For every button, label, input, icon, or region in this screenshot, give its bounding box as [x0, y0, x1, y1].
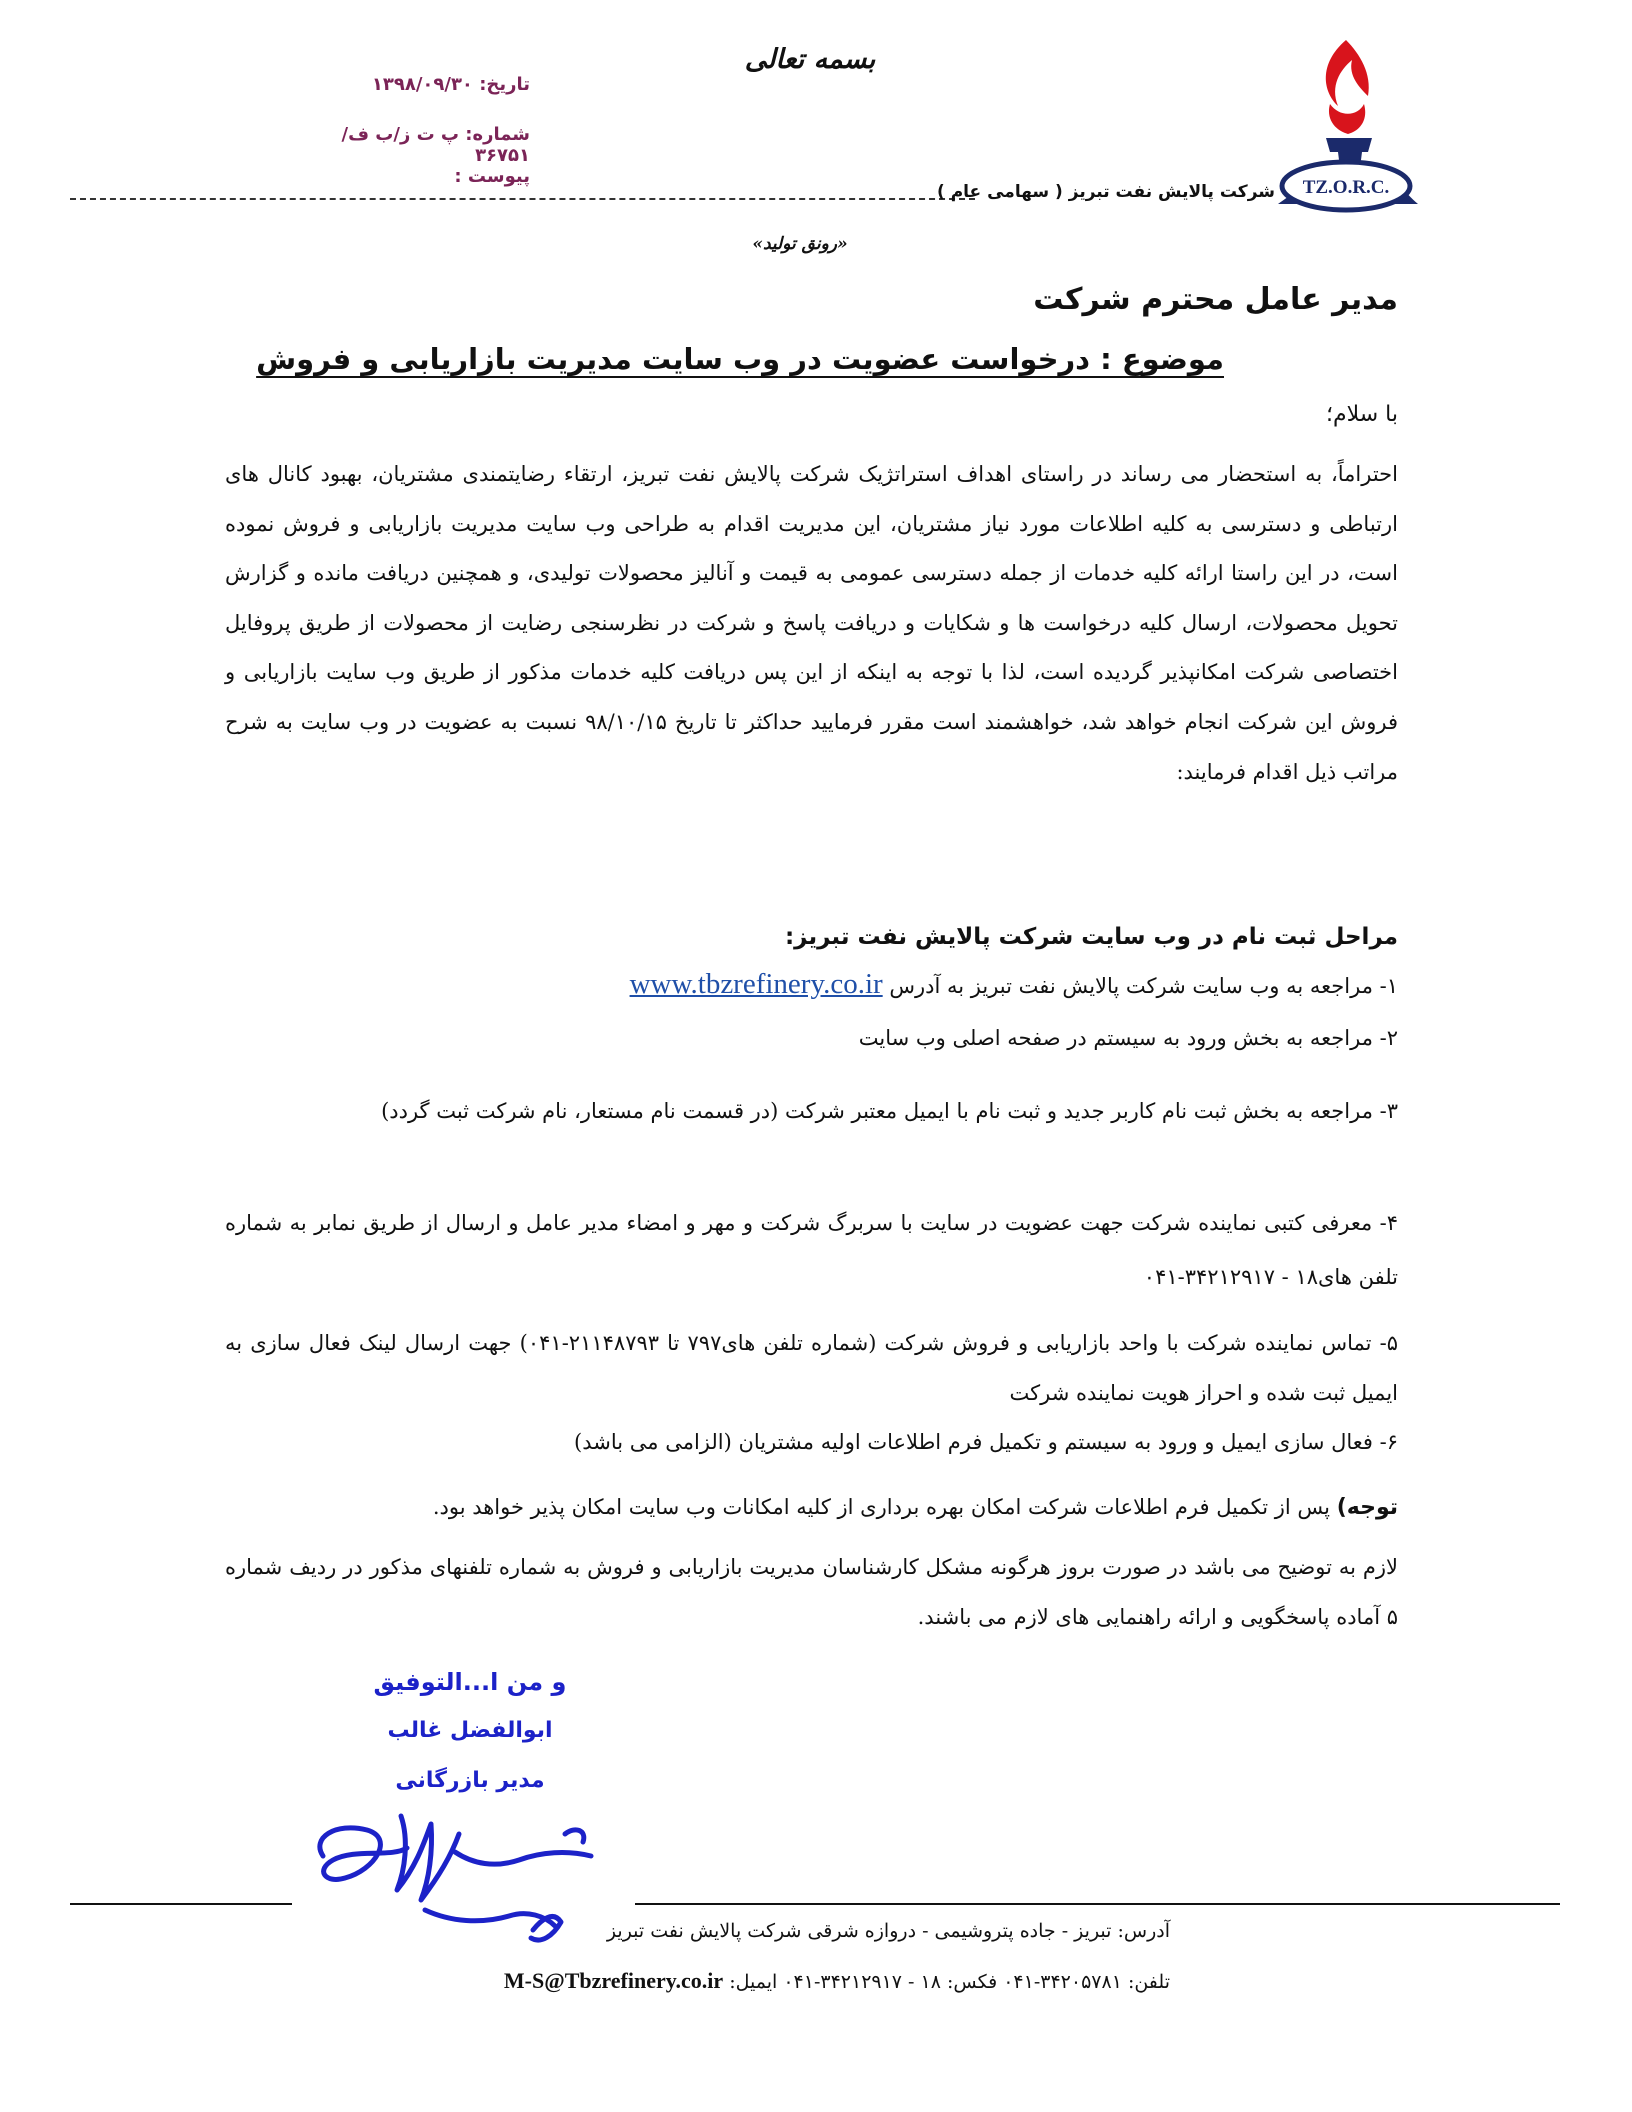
step-6: ۶- فعال سازی ایمیل و ورود به سیستم و تکمیل فرم اطلاعات اولیه مشتریان (الزامی می باشد): [574, 1430, 1398, 1454]
handwritten-signature: [305, 1760, 605, 1950]
footer-rule-right: [635, 1903, 1560, 1905]
subject-line: موضوع : درخواست عضویت در وب سایت مدیریت بازاریابی و فروش: [256, 342, 1224, 376]
step-3: ۳- مراجعه به بخش ثبت نام کاربر جدید و ثبت نام با ایمیل معتبر شرکت (در قسمت نام مستعار، نام شرکت ثبت گردد): [381, 1099, 1398, 1123]
slogan: «رونق تولید»: [752, 234, 848, 254]
letter-number: شماره: پ ت ز/ب ف/ ۳۶۷۵۱: [341, 124, 530, 166]
signer-name: ابوالفضل غالب: [387, 1718, 553, 1743]
logo-text: TZ.O.R.C.: [1302, 177, 1390, 198]
step-5: ۵- تماس نماینده شرکت با واحد بازاریابی و فروش شرکت (شماره تلفن های۷۹۷ تا ۲۱۱۴۸۷۹۳-۰۴۱) جهت ارسال لینک فعال سازی به ایمیل ثبت شده و احراز هویت نماینده شرکت: [225, 1331, 1398, 1405]
closing-phrase: و من ا...التوفیق: [373, 1668, 567, 1696]
closing-paragraph: لازم به توضیح می باشد در صورت بروز هرگونه مشکل کارشناسان مدیریت بازاریابی و فروش به شماره تلفنهای مذکور در ردیف شماره ۵ آماده پاسخگویی و ارائه راهنمایی های لازم می باشند.: [225, 1555, 1398, 1629]
body-paragraph: احتراماً، به استحضار می رساند در راستای اهداف استراتژیک شرکت پالایش نفت تبریز، ارتقاء رضایتمندی مشتریان، بهبود کانال های ارتباطی و دسترسی به کلیه اطلاعات مورد نیاز مشتریان، این مدیریت اقدام به طراحی وب سایت مدیریت بازاریابی و فروش نموده است، در این راستا ارائه کلیه خدمات از جمله دسترسی عمومی به قیمت و آنالیز محصولات تولیدی، و همچنین دریافت مانده و گزارش تحویل محصولات، ارسال کلیه درخواست ها و شکایات و دریافت پاسخ و شرکت در نظرسنجی رضایت از محصولات از طریق پروفایل اختصاصی شرکت امکانپذیر گردیده است، لذا با توجه به اینکه از این پس دریافت کلیه خدمات مذکور از طریق وب سایت بازاریابی و فروش این شرکت انجام خواهد شد، خواهشمند است مقرر فرمایید حداکثر تا تاریخ ۹۸/۱۰/۱۵ نسبت به عضویت در وب سایت به شرح مراتب ذیل اقدام فرمایند:: [225, 462, 1398, 784]
footer-rule-left: [70, 1903, 292, 1905]
bismillah-heading: بسمه تعالی: [744, 44, 876, 75]
website-link[interactable]: www.tbzrefinery.co.ir: [629, 968, 883, 1000]
footer-phones: تلفن: ۳۴۲۰۵۷۸۱-۰۴۱ فکس: ۱۸ - ۳۴۲۱۲۹۱۷-۰۴۱ ایمیل:: [729, 1971, 1170, 1993]
steps-heading: مراحل ثبت نام در وب سایت شرکت پالایش نفت تبریز:: [784, 924, 1398, 950]
greeting: با سلام؛: [1326, 402, 1398, 427]
company-logo: [1268, 34, 1423, 219]
step-2: ۲- مراجعه به بخش ورود به سیستم در صفحه اصلی وب سایت: [858, 1026, 1398, 1050]
dashed-divider: [70, 198, 975, 200]
letter-date: تاریخ: ۱۳۹۸/۰۹/۳۰: [371, 74, 530, 95]
signer-title: مدیر بازرگانی: [395, 1768, 545, 1793]
footer-address: آدرس: تبریز - جاده پتروشیمی - دروازه شرقی شرکت پالایش نفت تبریز: [606, 1920, 1170, 1942]
letter-attachment: پیوست :: [454, 166, 530, 187]
note-label: توجه): [1336, 1495, 1398, 1520]
recipient: مدیر عامل محترم شرکت: [1033, 282, 1398, 317]
footer-email[interactable]: M-S@Tbzrefinery.co.ir: [503, 1968, 724, 1993]
step-1-text: ۱- مراجعه به وب سایت شرکت پالایش نفت تبریز به آدرس: [889, 974, 1398, 998]
company-name: شرکت پالایش نفت تبریز ( سهامی عام ): [937, 182, 1275, 202]
note-text: پس از تکمیل فرم اطلاعات شرکت امکان بهره برداری از کلیه امکانات وب سایت امکان پذیر خواهد بود.: [432, 1495, 1330, 1519]
footer-contacts: [504, 1968, 1170, 1994]
note-line: [433, 1495, 1398, 1520]
company-header-line: [70, 172, 1275, 212]
step-4: ۴- معرفی کتبی نماینده شرکت جهت عضویت در سایت با سربرگ شرکت و مهر و امضاء مدیر عامل و ارسال از طریق نمابر به شماره تلفن های۱۸ - ۳۴۲۱۲۹۱۷-۰۴۱: [225, 1211, 1398, 1289]
step-1: [630, 968, 1398, 1001]
